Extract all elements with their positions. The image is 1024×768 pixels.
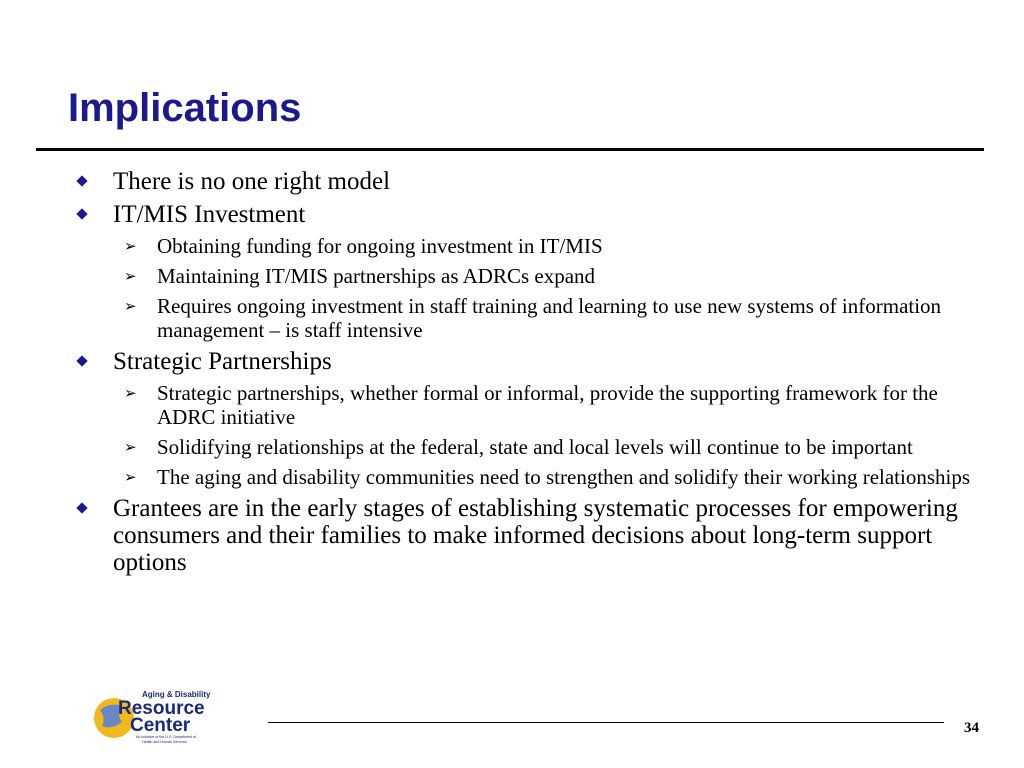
arrow-bullet-icon: ➢ (124, 297, 137, 315)
slide-title: Implications (68, 86, 302, 130)
resource-center-logo (92, 688, 232, 746)
arrow-bullet-icon: ➢ (124, 468, 137, 486)
sub-list-item-text: Requires ongoing investment in staff training and learning to use new systems of information management – is staff intensive (157, 294, 942, 342)
sub-list-item-text: The aging and disability communities need to strengthen and solidify their working relationships (157, 465, 971, 489)
page-number: 34 (964, 720, 979, 736)
diamond-bullet-icon (76, 502, 87, 513)
sub-list-item-text: Maintaining IT/MIS partnerships as ADRCs expand (157, 264, 596, 288)
diamond-bullet-icon (76, 175, 87, 186)
list-item-text: Grantees are in the early stages of establishing systematic processes for empowering consumers and their families to make informed decisions about long-term support options (113, 495, 958, 576)
arrow-bullet-icon: ➢ (124, 237, 137, 255)
logo-word-resource: Resource (118, 698, 205, 719)
list-item-text: Strategic Partnerships (113, 348, 332, 375)
list-item-text: IT/MIS Investment (113, 201, 306, 228)
bullet-list (74, 168, 984, 582)
diamond-bullet-icon (76, 355, 87, 366)
arrow-bullet-icon: ➢ (124, 438, 137, 456)
logo-word-center: Center (130, 715, 191, 736)
list-item (74, 495, 984, 576)
list-item (74, 201, 984, 228)
sub-list-item (74, 234, 984, 258)
arrow-bullet-icon: ➢ (124, 384, 137, 402)
sub-list-item (74, 465, 984, 489)
arrow-bullet-icon: ➢ (124, 267, 137, 285)
list-item (74, 348, 984, 375)
sub-list-item (74, 381, 984, 429)
logo-top-line: Aging & Disability (142, 690, 211, 699)
sub-list-item (74, 294, 984, 342)
logo-tagline-2: Health and Human Services (142, 740, 187, 744)
sub-list-item-text: Obtaining funding for ongoing investment in IT/MIS (157, 234, 603, 258)
sub-list-item-text: Solidifying relationships at the federal, state and local levels will continue to be important (157, 435, 913, 459)
list-item-text: There is no one right model (113, 168, 391, 195)
logo-tagline-1: An initiative of the U.S. Department of (136, 735, 197, 739)
list-item (74, 168, 984, 195)
sub-list-item-text: Strategic partnerships, whether formal or informal, provide the supporting framework for the ADRC initiative (157, 381, 938, 429)
sub-list-item (74, 435, 984, 459)
diamond-bullet-icon (76, 208, 87, 219)
footer-divider (268, 722, 944, 723)
title-divider (36, 148, 984, 151)
sub-list-item (74, 264, 984, 288)
